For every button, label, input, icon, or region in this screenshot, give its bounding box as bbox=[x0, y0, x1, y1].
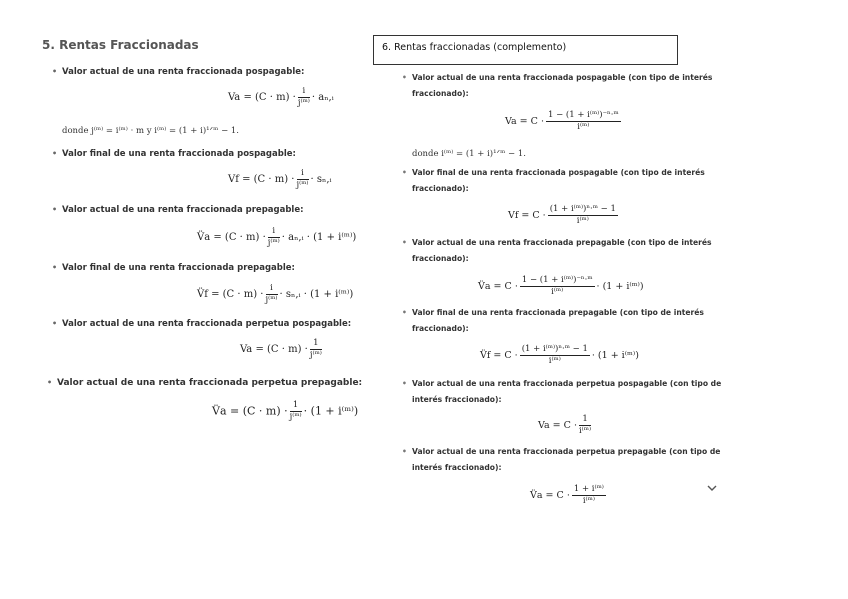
right-item-2: • Valor final de una renta fraccionada pospagable (con tipo de interés fraccionado): bbox=[402, 168, 705, 193]
left-eq-3: V̈a = (C · m) · $\frac{i}{\text{j⁽ᵐ⁾}}$ · aₙ,ᵢ · (1 + i⁽ᵐ⁾) bbox=[197, 226, 357, 248]
left-item-2: • Valor final de una renta fraccionada pospagable: bbox=[52, 149, 296, 159]
right-eq-6: V̈a = C · $\frac{\text{1 + i⁽ᵐ⁾}}{\text{i⁽ᵐ⁾}}$ bbox=[530, 484, 604, 506]
left-eq-6: V̈a = (C · m) · $\frac{1}{\text{j⁽ᵐ⁾}}$ · (1 + i⁽ᵐ⁾) bbox=[212, 400, 359, 422]
left-item-6: • Valor actual de una renta fraccionada perpetua prepagable: bbox=[47, 378, 363, 388]
right-eq-1: Va = C · $\frac{\text{1 − (1 + i⁽ᵐ⁾)⁻ⁿ·ᵐ}}{\text{i⁽ᵐ⁾}}$ bbox=[505, 110, 619, 132]
right-eq-5: Va = C · $\frac{1}{\text{i⁽ᵐ⁾}}$ bbox=[538, 414, 592, 436]
right-eq-3: V̈a = C · $\frac{\text{1 − (1 + i⁽ᵐ⁾)⁻ⁿ·ᵐ}}{\text{i⁽ᵐ⁾}}$ · (1 + i⁽ᵐ⁾) bbox=[478, 275, 644, 297]
right-item-4: • Valor final de una renta fraccionada prepagable (con tipo de interés fraccionado): bbox=[402, 308, 704, 333]
right-section-heading: 6. Rentas fraccionadas (complemento) bbox=[382, 42, 567, 53]
right-item-6: • Valor actual de una renta fraccionada perpetua prepagable (con tipo de interés fraccionado): bbox=[402, 447, 721, 472]
right-note: donde i⁽ᵐ⁾ = (1 + i)¹ᐟᵐ − 1. bbox=[412, 149, 526, 159]
left-item-5: • Valor actual de una renta fraccionada perpetua pospagable: bbox=[52, 319, 352, 329]
right-eq-4: V̈f = C · $\frac{\text{(1 + i⁽ᵐ⁾)ⁿ·ᵐ − 1}}{\text{i⁽ᵐ⁾}}$ · (1 + i⁽ᵐ⁾) bbox=[480, 344, 639, 366]
right-item-3: • Valor actual de una renta fraccionada prepagable (con tipo de interés fraccionado): bbox=[402, 238, 712, 263]
left-eq-1: Va = (C · m) · $\frac{i}{\text{j⁽ᵐ⁾}}$ · aₙ,ᵢ bbox=[228, 86, 334, 108]
left-item-4: • Valor final de una renta fraccionada prepagable: bbox=[52, 263, 295, 273]
left-item-1: • Valor actual de una renta fraccionada pospagable: bbox=[52, 67, 305, 77]
right-section-header-box bbox=[373, 35, 678, 65]
left-eq-2: Vf = (C · m) · $\frac{i}{\text{j⁽ᵐ⁾}}$ · sₙ,ᵢ bbox=[228, 168, 332, 190]
left-item-3: • Valor actual de una renta fraccionada prepagable: bbox=[52, 205, 304, 215]
right-eq-2: Vf = C · $\frac{\text{(1 + i⁽ᵐ⁾)ⁿ·ᵐ − 1}}{\text{i⁽ᵐ⁾}}$ bbox=[508, 204, 616, 226]
left-eq-5: Va = (C · m) · $\frac{1}{\text{j⁽ᵐ⁾}}$ bbox=[240, 338, 322, 360]
left-section-heading: 5. Rentas Fraccionadas bbox=[42, 38, 199, 52]
chevron-down-icon[interactable] bbox=[707, 484, 717, 495]
left-eq-4: V̈f = (C · m) · $\frac{i}{\text{j⁽ᵐ⁾}}$ · sₙ,ᵢ · (1 + i⁽ᵐ⁾) bbox=[197, 283, 354, 305]
left-note: donde j⁽ᵐ⁾ = i⁽ᵐ⁾ · m y i⁽ᵐ⁾ = (1 + i)¹ᐟᵐ − 1. bbox=[62, 126, 240, 136]
right-item-5: • Valor actual de una renta fraccionada perpetua pospagable (con tipo de interés fraccionado): bbox=[402, 379, 722, 404]
right-item-1: • Valor actual de una renta fraccionada pospagable (con tipo de interés fraccionado): bbox=[402, 73, 713, 98]
